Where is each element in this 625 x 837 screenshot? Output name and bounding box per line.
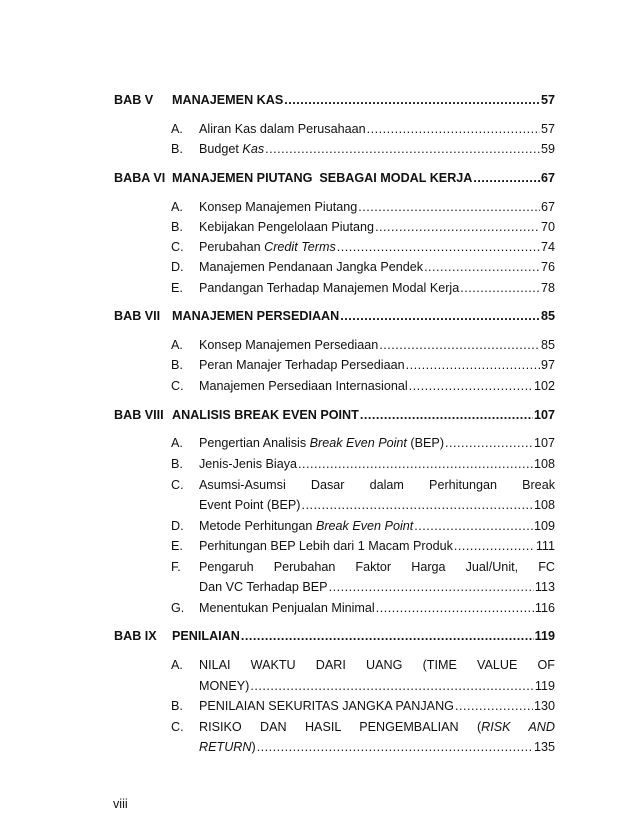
entry-text: Manajemen Pendanaan Jangka Pendek	[199, 260, 424, 274]
entry-letter: B.	[171, 699, 183, 713]
dot-leader	[414, 516, 533, 536]
entry-page: 108	[533, 498, 555, 512]
dot-leader	[302, 495, 533, 515]
page-number-footer: viii	[113, 797, 128, 811]
chapter-heading[interactable]	[114, 405, 555, 425]
chapter-heading[interactable]	[114, 306, 555, 326]
entry-page: 116	[534, 601, 555, 615]
dot-leader	[241, 626, 534, 646]
dot-leader	[379, 335, 540, 355]
toc-entry[interactable]	[171, 119, 555, 139]
entry-letter: B.	[171, 220, 183, 234]
entry-text: Pengertian Analisis Break Even Point (BEP)	[199, 436, 445, 450]
entry-text: Menentukan Penjualan Minimal	[199, 601, 375, 615]
entry-letter: A.	[171, 338, 183, 352]
toc-entry[interactable]	[171, 376, 555, 396]
entry-text-line1: RISIKO DAN HASIL PENGEMBALIAN (RISK AND	[199, 720, 555, 734]
toc-entry[interactable]	[171, 598, 555, 618]
entry-letter: C.	[171, 478, 184, 492]
dot-leader	[460, 278, 540, 298]
entry-page: 70	[540, 220, 555, 234]
entry-text: Peran Manajer Terhadap Persediaan	[199, 358, 405, 372]
dot-leader	[455, 696, 533, 716]
entry-text: Budget Kas	[199, 142, 265, 156]
toc-entry[interactable]	[171, 197, 555, 217]
entry-page: 109	[533, 519, 555, 533]
dot-leader	[337, 237, 540, 257]
entry-page: 108	[533, 457, 555, 471]
toc-entry[interactable]	[171, 237, 555, 257]
entry-page: 67	[540, 200, 555, 214]
entry-text: Metode Perhitungan Break Even Point	[199, 519, 414, 533]
entry-text-line1: Pengaruh Perubahan Faktor Harga Jual/Unit, FC	[199, 560, 555, 574]
chapter-page: 57	[540, 93, 555, 107]
toc-entry[interactable]	[171, 475, 555, 495]
entry-text: Perubahan Credit Terms	[199, 240, 336, 254]
dot-leader	[340, 306, 540, 326]
entry-page: 111	[535, 539, 555, 553]
entry-letter: D.	[171, 260, 184, 274]
entry-page: 74	[540, 240, 555, 254]
chapter-page: 119	[534, 629, 555, 643]
chapter-heading[interactable]	[114, 168, 555, 188]
toc-entry[interactable]	[171, 139, 555, 159]
chapter-number: BAB IX	[114, 629, 157, 643]
entry-page: 57	[540, 122, 555, 136]
chapter-title: MANAJEMEN PIUTANG SEBAGAI MODAL KERJA	[172, 171, 473, 185]
entry-page: 97	[540, 358, 555, 372]
chapter-page: 85	[540, 309, 555, 323]
entry-letter: D.	[171, 519, 184, 533]
toc-entry[interactable]	[171, 717, 555, 737]
toc-entry[interactable]	[171, 335, 555, 355]
entry-text: Event Point (BEP)	[199, 498, 301, 512]
toc-entry[interactable]	[171, 557, 555, 577]
entry-text: Aliran Kas dalam Perusahaan	[199, 122, 366, 136]
entry-text: Jenis-Jenis Biaya	[199, 457, 297, 471]
entry-letter: B.	[171, 358, 183, 372]
chapter-page: 107	[533, 408, 555, 422]
chapter-title: MANAJEMEN KAS	[172, 93, 284, 107]
entry-text: Pandangan Terhadap Manajemen Modal Kerja	[199, 281, 460, 295]
chapter-title: MANAJEMEN PERSEDIAAN	[172, 309, 340, 323]
dot-leader	[329, 577, 534, 597]
dot-leader	[473, 168, 540, 188]
chapter-number: BAB VIII	[114, 408, 164, 422]
dot-leader	[454, 536, 535, 556]
toc-entry[interactable]	[171, 355, 555, 375]
entry-page: 135	[533, 740, 555, 754]
entry-letter: A.	[171, 200, 183, 214]
entry-text: RETURN)	[199, 740, 256, 754]
entry-letter: A.	[171, 122, 183, 136]
chapter-page: 67	[540, 171, 555, 185]
dot-leader	[367, 119, 540, 139]
entry-page: 78	[540, 281, 555, 295]
entry-page: 85	[540, 338, 555, 352]
dot-leader	[358, 197, 540, 217]
entry-text-line1: NILAI WAKTU DARI UANG (TIME VALUE OF	[199, 658, 555, 672]
dot-leader	[360, 405, 533, 425]
toc-entry[interactable]	[171, 536, 555, 556]
toc-entry-continuation[interactable]	[171, 676, 555, 696]
dot-leader	[406, 355, 540, 375]
toc-entry[interactable]	[171, 217, 555, 237]
dot-leader	[376, 598, 534, 618]
toc-entry[interactable]	[171, 454, 555, 474]
entry-text: PENILAIAN SEKURITAS JANGKA PANJANG	[199, 699, 454, 713]
entry-text: Kebijakan Pengelolaan Piutang	[199, 220, 375, 234]
chapter-number: BAB VII	[114, 309, 161, 323]
dot-leader	[424, 257, 540, 277]
entry-page: 107	[533, 436, 555, 450]
entry-letter: A.	[171, 658, 183, 672]
entry-letter: F.	[171, 560, 181, 574]
entry-text: MONEY)	[199, 679, 250, 693]
entry-text: Konsep Manajemen Piutang	[199, 200, 358, 214]
chapter-number: BABA VI	[114, 171, 166, 185]
dot-leader	[298, 454, 533, 474]
toc-entry[interactable]	[171, 257, 555, 277]
entry-letter: A.	[171, 436, 183, 450]
entry-letter: C.	[171, 240, 184, 254]
entry-page: 76	[540, 260, 555, 274]
entry-letter: B.	[171, 457, 183, 471]
chapter-number: BAB V	[114, 93, 154, 107]
toc-entry-continuation[interactable]	[171, 495, 555, 515]
entry-page: 102	[533, 379, 555, 393]
chapter-heading[interactable]	[114, 626, 555, 646]
entry-letter: C.	[171, 720, 184, 734]
chapter-title: ANALISIS BREAK EVEN POINT	[172, 408, 359, 422]
entry-letter: C.	[171, 379, 184, 393]
entry-letter: E.	[171, 539, 183, 553]
dot-leader	[284, 90, 540, 110]
entry-page: 113	[534, 580, 555, 594]
toc-entry-continuation[interactable]	[171, 737, 555, 757]
toc-entry[interactable]	[171, 655, 555, 675]
toc-entry[interactable]	[171, 433, 555, 453]
dot-leader	[409, 376, 533, 396]
entry-text: Konsep Manajemen Persediaan	[199, 338, 379, 352]
entry-letter: E.	[171, 281, 183, 295]
entry-text: Perhitungan BEP Lebih dari 1 Macam Produk	[199, 539, 453, 553]
entry-letter: B.	[171, 142, 183, 156]
toc-entry-continuation[interactable]	[171, 577, 555, 597]
entry-page: 59	[540, 142, 555, 156]
entry-letter: G.	[171, 601, 185, 615]
dot-leader	[265, 139, 540, 159]
toc-entry[interactable]	[171, 696, 555, 716]
entry-text: Dan VC Terhadap BEP	[199, 580, 328, 594]
dot-leader	[250, 676, 534, 696]
toc-entry[interactable]	[171, 278, 555, 298]
entry-page: 130	[533, 699, 555, 713]
entry-page: 119	[534, 679, 555, 693]
dot-leader	[257, 737, 533, 757]
entry-text: Manajemen Persediaan Internasional	[199, 379, 408, 393]
dot-leader	[445, 433, 533, 453]
dot-leader	[375, 217, 540, 237]
chapter-heading[interactable]	[114, 90, 555, 110]
chapter-title: PENILAIAN	[172, 629, 240, 643]
toc-entry[interactable]	[171, 516, 555, 536]
entry-text-line1: Asumsi-Asumsi Dasar dalam Perhitungan Break	[199, 478, 555, 492]
